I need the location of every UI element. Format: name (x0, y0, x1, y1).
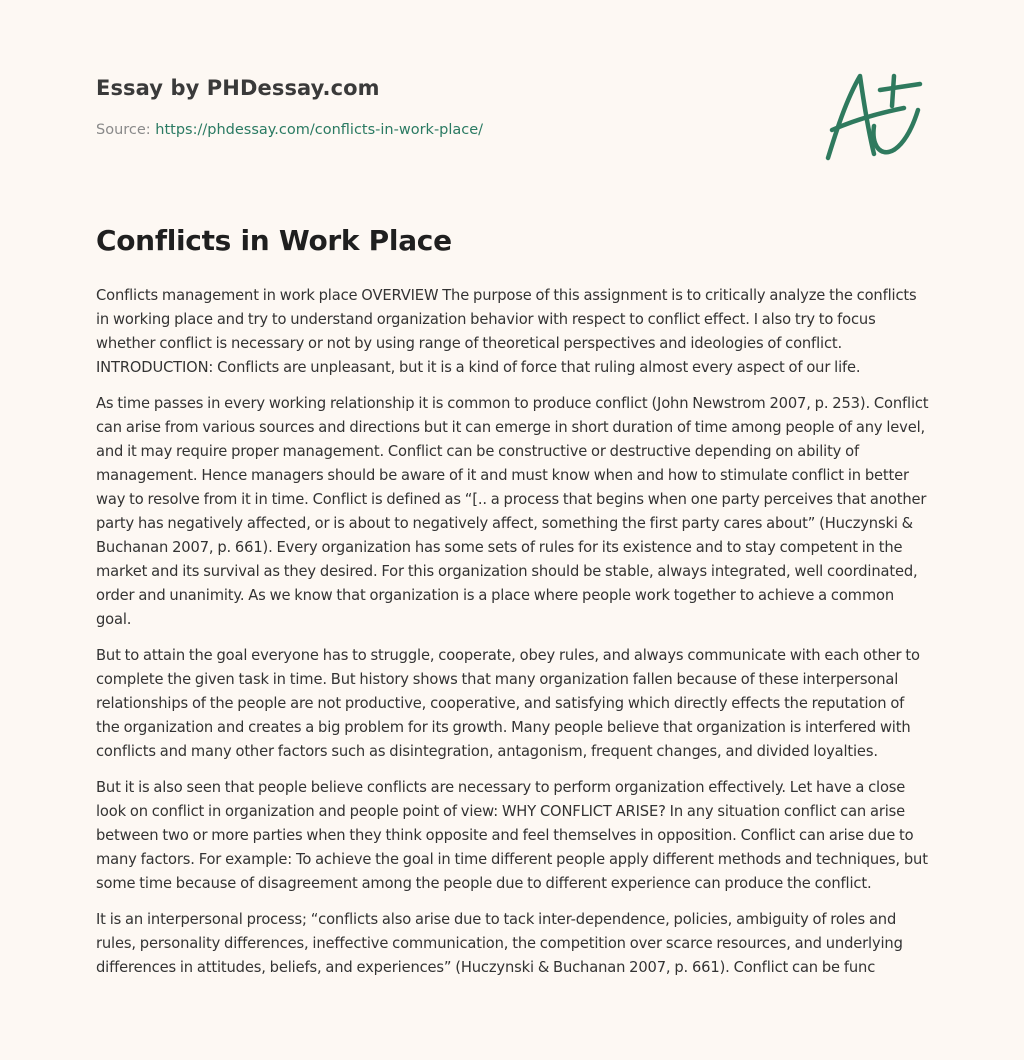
paragraph: It is an interpersonal process; “conflicts also arise due to tack inter-dependence, policies, ambiguity of roles and rules, personality differences, ineffective communication, the competition over scarce resources, and underlying differences in attitudes, beliefs, and experiences” (Huczynski & Buchanan 2007, p. 661). Conflict can be func (96, 911, 903, 976)
paragraph: As time passes in every working relationship it is common to produce conflict (John Newstrom 2007, p. 253). Conflict can arise from various sources and directions but it can emerge in short duration of time among people of any level, and it may require proper management. Conflict can be constructive or destructive depending on ability of management. Hence managers should be aware of it and must know when and how to stimulate conflict in better way to resolve from it in time. Conflict is defined as “[.. a process that begins when one party perceives that another party has negatively affected, or is about to negatively affect, something the first party cares about” (Huczynski & Buchanan 2007, p. 661). Every organization has some sets of rules for its existence and to stay competent in the market and its survival as they desired. For this organization should be stable, always integrated, well coordinated, order and unanimity. As we know that organization is a place where people work together to achieve a common goal. (96, 395, 929, 628)
paragraph: But it is also seen that people believe conflicts are necessary to perform organization effectively. Let have a close look on conflict in organization and people point of view: WHY CONFLICT ARISE? In any situation conflict can arise between two or more parties when they think opposite and feel themselves in opposition. Conflict can arise due to many factors. For example: To achieve the goal in time different people apply different methods and techniques, but some time because of disagreement among the people due to different experience can produce the conflict. (96, 779, 928, 892)
essay-body (96, 284, 930, 992)
source-label: Source: (96, 122, 151, 138)
site-brand: Essay by PHDessay.com (96, 76, 380, 100)
source-line (96, 122, 928, 138)
paragraph: But to attain the goal everyone has to struggle, cooperate, obey rules, and always communicate with each other to complete the given task in time. But history shows that many organization fallen because of these interpersonal relationships of the people are not productive, cooperative, and satisfying which directly effects the reputation of the organization and creates a big problem for its growth. Many people believe that organization is interfered with conflicts and many other factors such as disintegration, antagonism, frequent changes, and divided loyalties. (96, 647, 920, 760)
paragraph: Conflicts management in work place OVERVIEW The purpose of this assignment is to critically analyze the conflicts in working place and try to understand organization behavior with respect to conflict effect. I also try to focus whether conflict is necessary or not by using range of theoretical perspectives and ideologies of conflict. INTRODUCTION: Conflicts are unpleasant, but it is a kind of force that ruling almost every aspect of our life. (96, 287, 917, 376)
essay-header (96, 76, 928, 138)
source-link[interactable]: https://phdessay.com/conflicts-in-work-place/ (155, 122, 484, 138)
a-plus-logo-icon (822, 68, 932, 164)
essay-title: Conflicts in Work Place (96, 224, 452, 257)
